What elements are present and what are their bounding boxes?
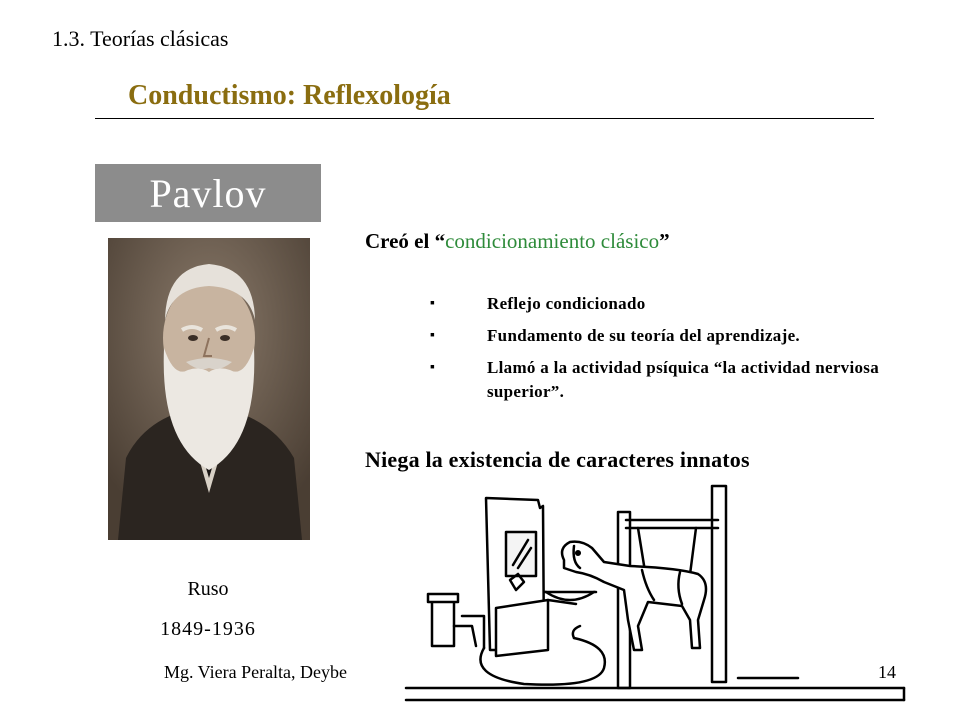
list-item [430,324,930,348]
bullet-square-icon: ▪ [430,360,436,375]
bullet-list [430,292,930,412]
list-item-text: Llamó a la actividad psíquica “la actividad nerviosa superior”. [487,358,879,401]
lead-text [365,229,670,254]
list-item-text: Reflejo condicionado [487,294,646,313]
section-title: 1.3. Teorías clásicas [52,26,229,51]
list-item [430,356,930,404]
title-divider [95,118,874,119]
lead-highlight: condicionamiento clásico [445,229,660,253]
name-box: Pavlov [95,164,321,222]
page-number: 14 [878,662,896,682]
portrait-photo [108,238,310,540]
nationality-label: Ruso [187,578,229,600]
slide-title: Conductismo: Reflexología [128,80,451,111]
lifespan-label: 1849-1936 [160,618,256,640]
lead-suffix: ” [659,229,670,253]
footer-author: Mg. Viera Peralta, Deybe [164,662,348,682]
lead-prefix: Creó el “ [365,229,446,253]
bullet-square-icon: ▪ [430,328,436,343]
statement-text: Niega la existencia de caracteres innatos [365,447,750,472]
list-item-text: Fundamento de su teoría del aprendizaje. [487,326,800,345]
apparatus-illustration [398,470,912,710]
bullet-square-icon: ▪ [430,296,436,311]
list-item [430,292,930,316]
